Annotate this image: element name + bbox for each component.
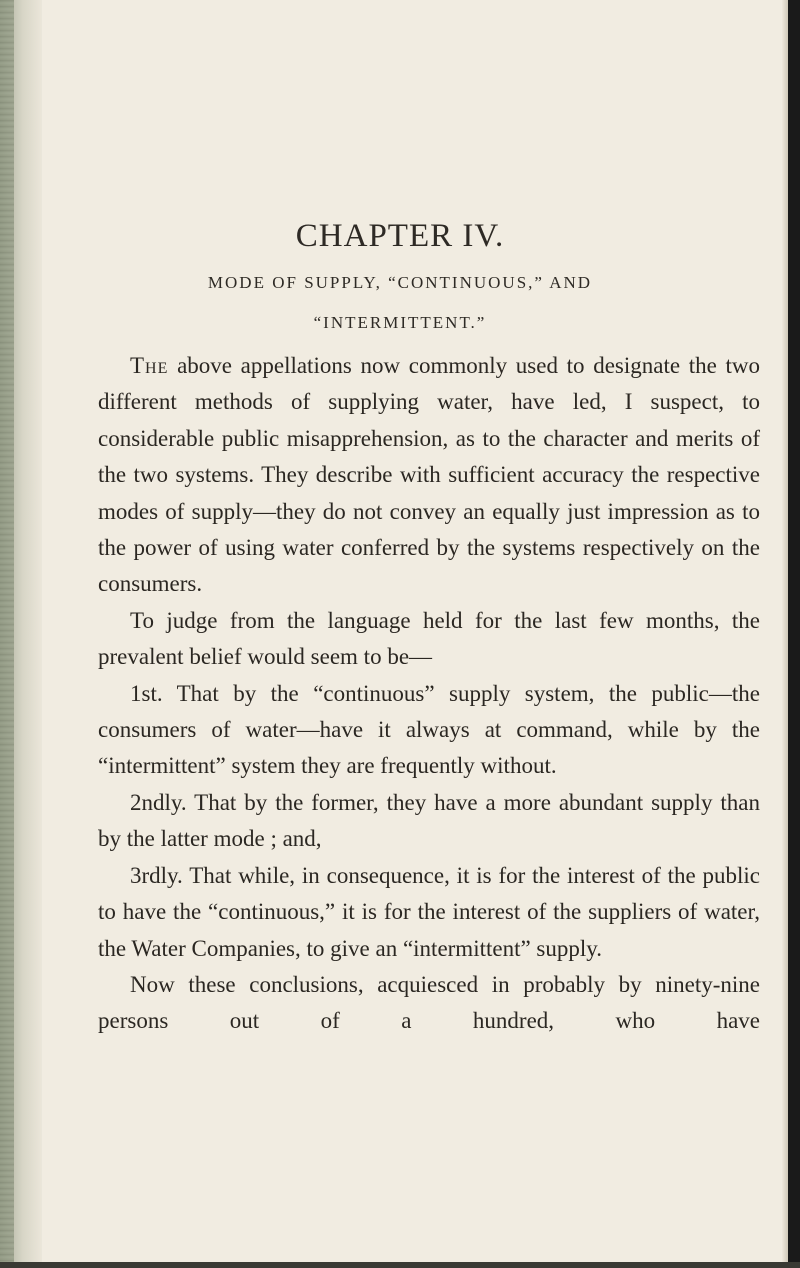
paragraph-4: 2ndly. That by the former, they have a more abundant supply than by the latter mode ; and, (98, 789, 760, 852)
bottom-edge (0, 1262, 800, 1268)
paragraph-5: 3rdly. That while, in consequence, it is for the interest of the public to have the “continuous,” it is for the interest of the suppliers of water, the Water Companies, to give an “intermittent” supply. (98, 862, 760, 961)
paragraph-6: Now these conclusions, acquiesced in probably by ninety-nine persons out of a hundred, who have (98, 971, 760, 1034)
paragraph-lead-word: The (130, 353, 169, 378)
book-edge (788, 0, 800, 1268)
paragraph-1 (98, 348, 760, 603)
paragraph-1-text: above appellations now commonly used to designate the two different methods of supplying water, have led, I suspect, to considerable public misapprehension, as to the character and merits of the two systems. They describe with sufficient accuracy the respective modes of supply—they do not convey an equally just impression as to the power of using water conferred by the systems respectively on the consumers. (98, 353, 760, 597)
section-title-line-1: MODE OF SUPPLY, “CONTINUOUS,” AND (207, 273, 593, 292)
chapter-title: CHAPTER IV. (295, 218, 505, 254)
paragraph-2: To judge from the language held for the last few months, the prevalent belief would seem to be— (98, 607, 760, 670)
body-text (98, 348, 760, 1040)
binding-shadow (0, 0, 14, 1268)
paragraph-3: 1st. That by the “continuous” supply system, the public—the consumers of water—have it always at command, while by the “intermittent” system they are frequently without. (98, 680, 760, 779)
section-title-line-2: “INTERMITTENT.” (313, 313, 487, 332)
